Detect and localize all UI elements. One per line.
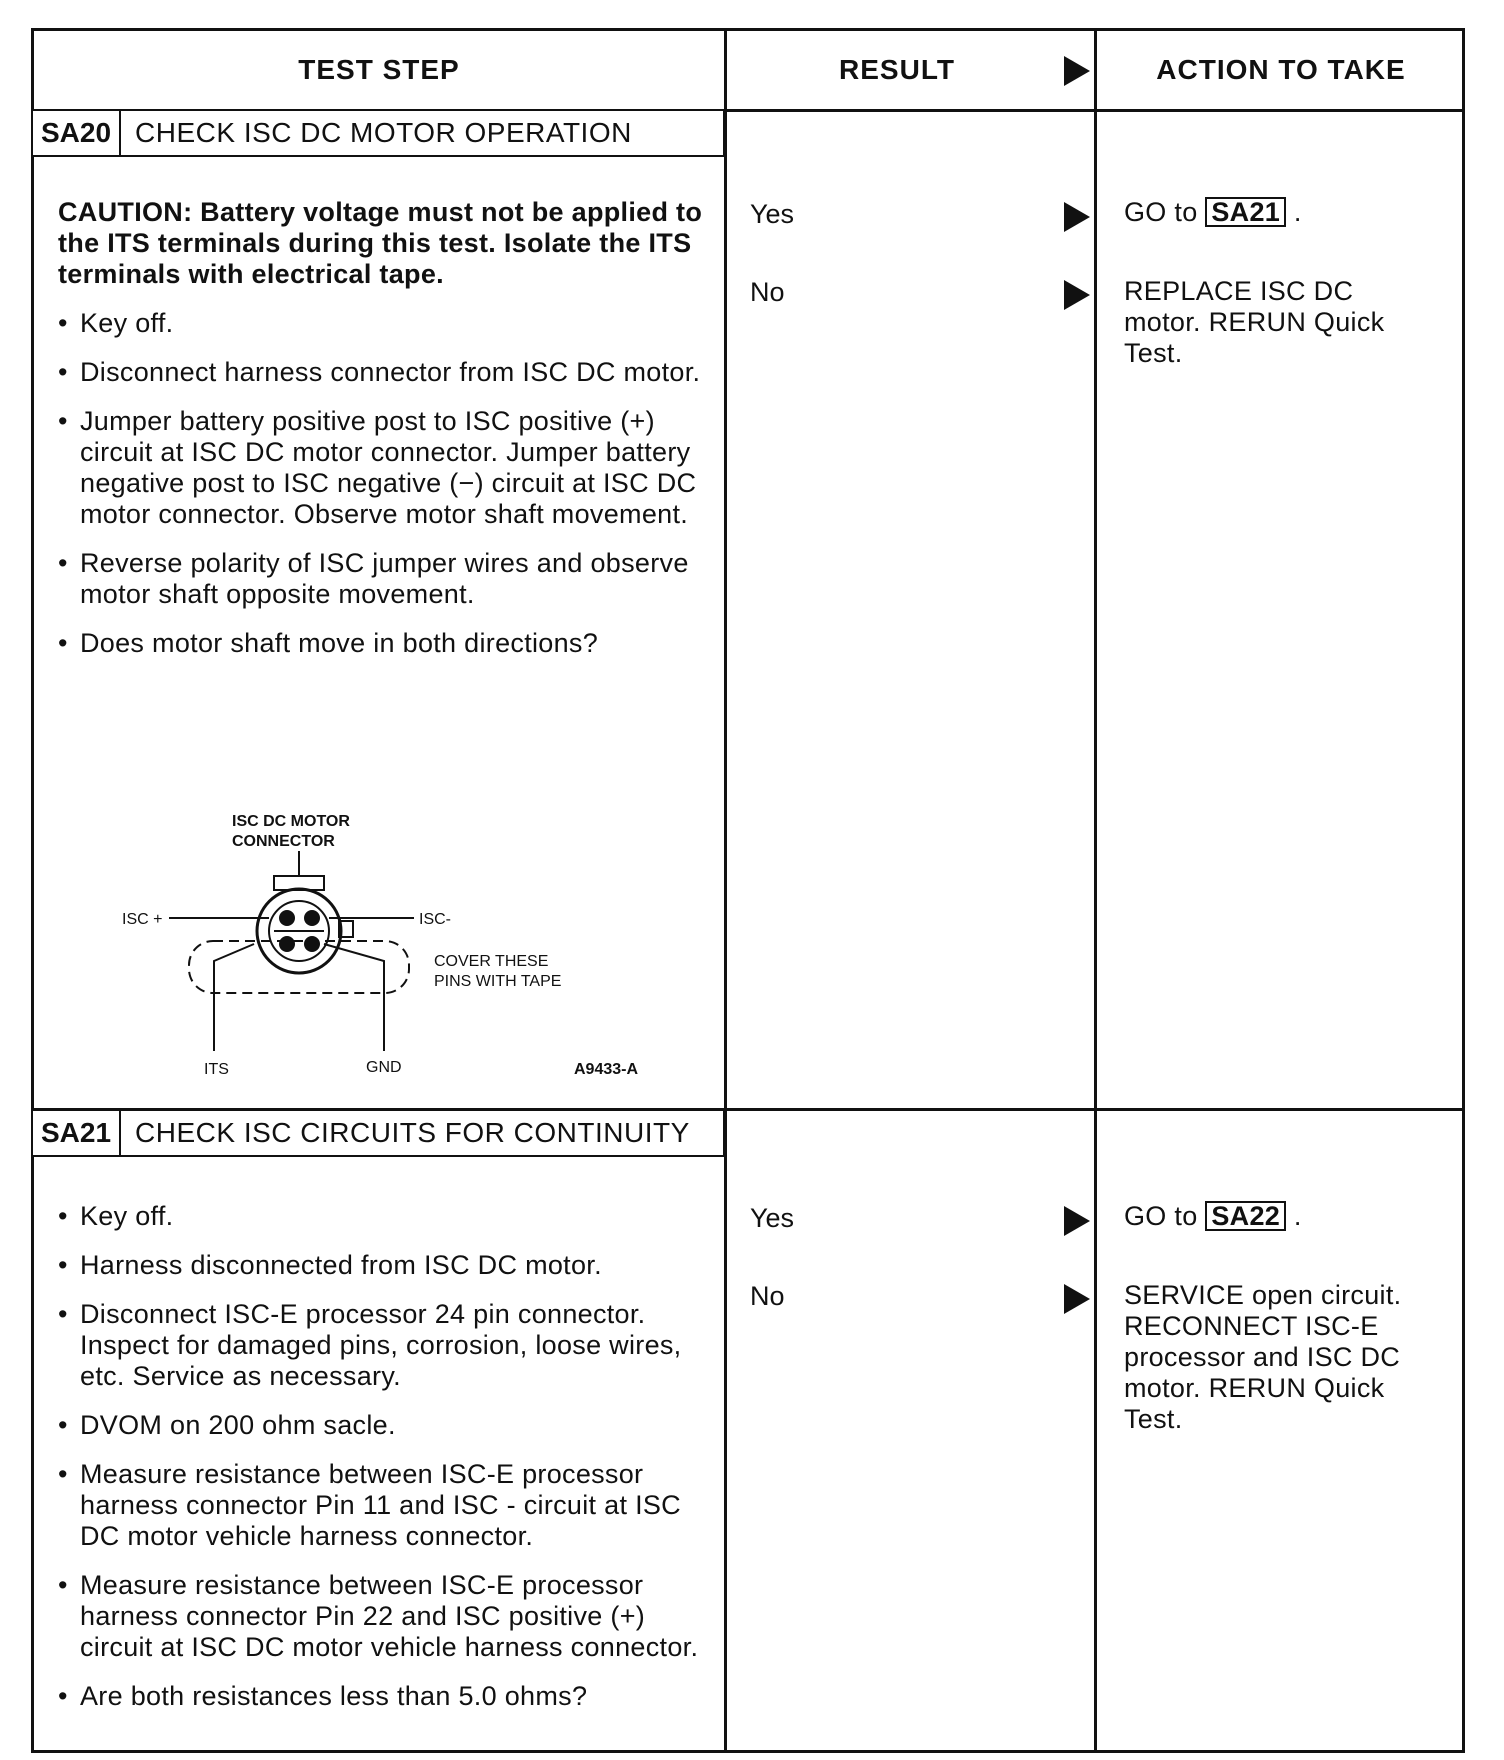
list-item: • Key off. [58, 308, 708, 339]
pin-its [279, 936, 295, 952]
sa20-result-no: No [750, 277, 785, 307]
list-item: • DVOM on 200 ohm sacle. [58, 1410, 718, 1441]
sa20-step-list [58, 308, 708, 659]
header-result: RESULT [839, 54, 955, 85]
sa21-action-yes [1124, 1201, 1302, 1232]
diagnostic-table [31, 28, 1465, 1753]
sa20-action-yes [1124, 197, 1302, 228]
pin-isc-plus [279, 910, 295, 926]
list-item: • Reverse polarity of ISC jumper wires and observe motor shaft opposite movement. [58, 548, 708, 610]
header-test-step: TEST STEP [298, 54, 460, 85]
diagram-figure-id: A9433-A [574, 1061, 639, 1078]
list-item: • Disconnect ISC-E processor 24 pin connector. Inspect for damaged pins, corrosion, loose wires, etc. Service as necessary. [58, 1299, 718, 1392]
column-divider-2 [1094, 31, 1097, 1750]
list-item: • Harness disconnected from ISC DC motor. [58, 1250, 718, 1281]
sa22-step-reference[interactable]: SA22 [1205, 1201, 1286, 1231]
diagram-gnd: GND [366, 1059, 402, 1076]
sa20-action-no: REPLACE ISC DC motor. RERUN Quick Test. [1124, 276, 1385, 368]
sa20-result-yes: Yes [750, 199, 795, 229]
tape-outline [189, 941, 409, 993]
header-arrow-icon [1064, 56, 1090, 86]
sa20-step-tag [31, 109, 725, 157]
sa21-procedure [58, 1201, 718, 1730]
sa20-action-yes-suffix: . [1293, 197, 1302, 227]
header-action: ACTION TO TAKE [1156, 54, 1406, 85]
pin-isc-minus [304, 910, 320, 926]
sa20-step-id: SA20 [33, 111, 121, 155]
list-item: • Are both resistances less than 5.0 ohms? [58, 1681, 718, 1712]
list-item: • Measure resistance between ISC-E processor harness connector Pin 22 and ISC positive (+) circuit at ISC DC motor vehicle harness connector. [58, 1570, 718, 1663]
sa20-procedure [58, 197, 708, 677]
sa21-action-yes-suffix: . [1293, 1201, 1302, 1231]
sa21-step-tag [31, 1109, 725, 1157]
sa21-result-no: No [750, 1281, 785, 1311]
pin-gnd [304, 936, 320, 952]
isc-connector-diagram [94, 796, 654, 1086]
diagram-title-line1: ISC DC MOTOR [232, 813, 350, 830]
sa21-yes-arrow-icon [1064, 1206, 1090, 1236]
list-item: • Does motor shaft move in both directions? [58, 628, 708, 659]
sa20-step-title: CHECK ISC DC MOTOR OPERATION [135, 117, 632, 148]
sa20-action-yes-prefix: GO to [1124, 197, 1198, 227]
diagram-cover-line2: PINS WITH TAPE [434, 973, 562, 990]
list-item: • Measure resistance between ISC-E processor harness connector Pin 11 and ISC - circuit at ISC DC motor vehicle harness connector. [58, 1459, 718, 1552]
diagram-its: ITS [204, 1061, 229, 1078]
sa21-result-yes: Yes [750, 1203, 795, 1233]
list-item: • Disconnect harness connector from ISC DC motor. [58, 357, 708, 388]
sa21-action-no: SERVICE open circuit. RECONNECT ISC-E processor and ISC DC motor. RERUN Quick Test. [1124, 1280, 1402, 1434]
sa20-yes-arrow-icon [1064, 202, 1090, 232]
diagram-isc-minus: ISC- [419, 911, 451, 928]
diagram-cover-line1: COVER THESE [434, 953, 549, 970]
sa21-step-reference[interactable]: SA21 [1205, 197, 1286, 227]
sa21-step-list [58, 1201, 718, 1712]
sa21-no-arrow-icon [1064, 1284, 1090, 1314]
diagram-title-line2: CONNECTOR [232, 833, 335, 850]
sa21-step-title: CHECK ISC CIRCUITS FOR CONTINUITY [135, 1117, 690, 1148]
sa20-caution: CAUTION: Battery voltage must not be applied to the ITS terminals during this test. Isolate the ITS terminals with electrical tape. [58, 197, 703, 289]
sa21-step-id: SA21 [33, 1111, 121, 1155]
list-item: • Key off. [58, 1201, 718, 1232]
column-divider-1 [724, 31, 727, 1750]
sa20-no-arrow-icon [1064, 280, 1090, 310]
list-item: • Jumper battery positive post to ISC positive (+) circuit at ISC DC motor connector. Jumper battery negative post to ISC negative (−) circuit at ISC DC motor connector. Observe motor shaft movement. [58, 406, 708, 530]
diagram-isc-plus: ISC + [122, 911, 163, 928]
sa21-action-yes-prefix: GO to [1124, 1201, 1198, 1231]
